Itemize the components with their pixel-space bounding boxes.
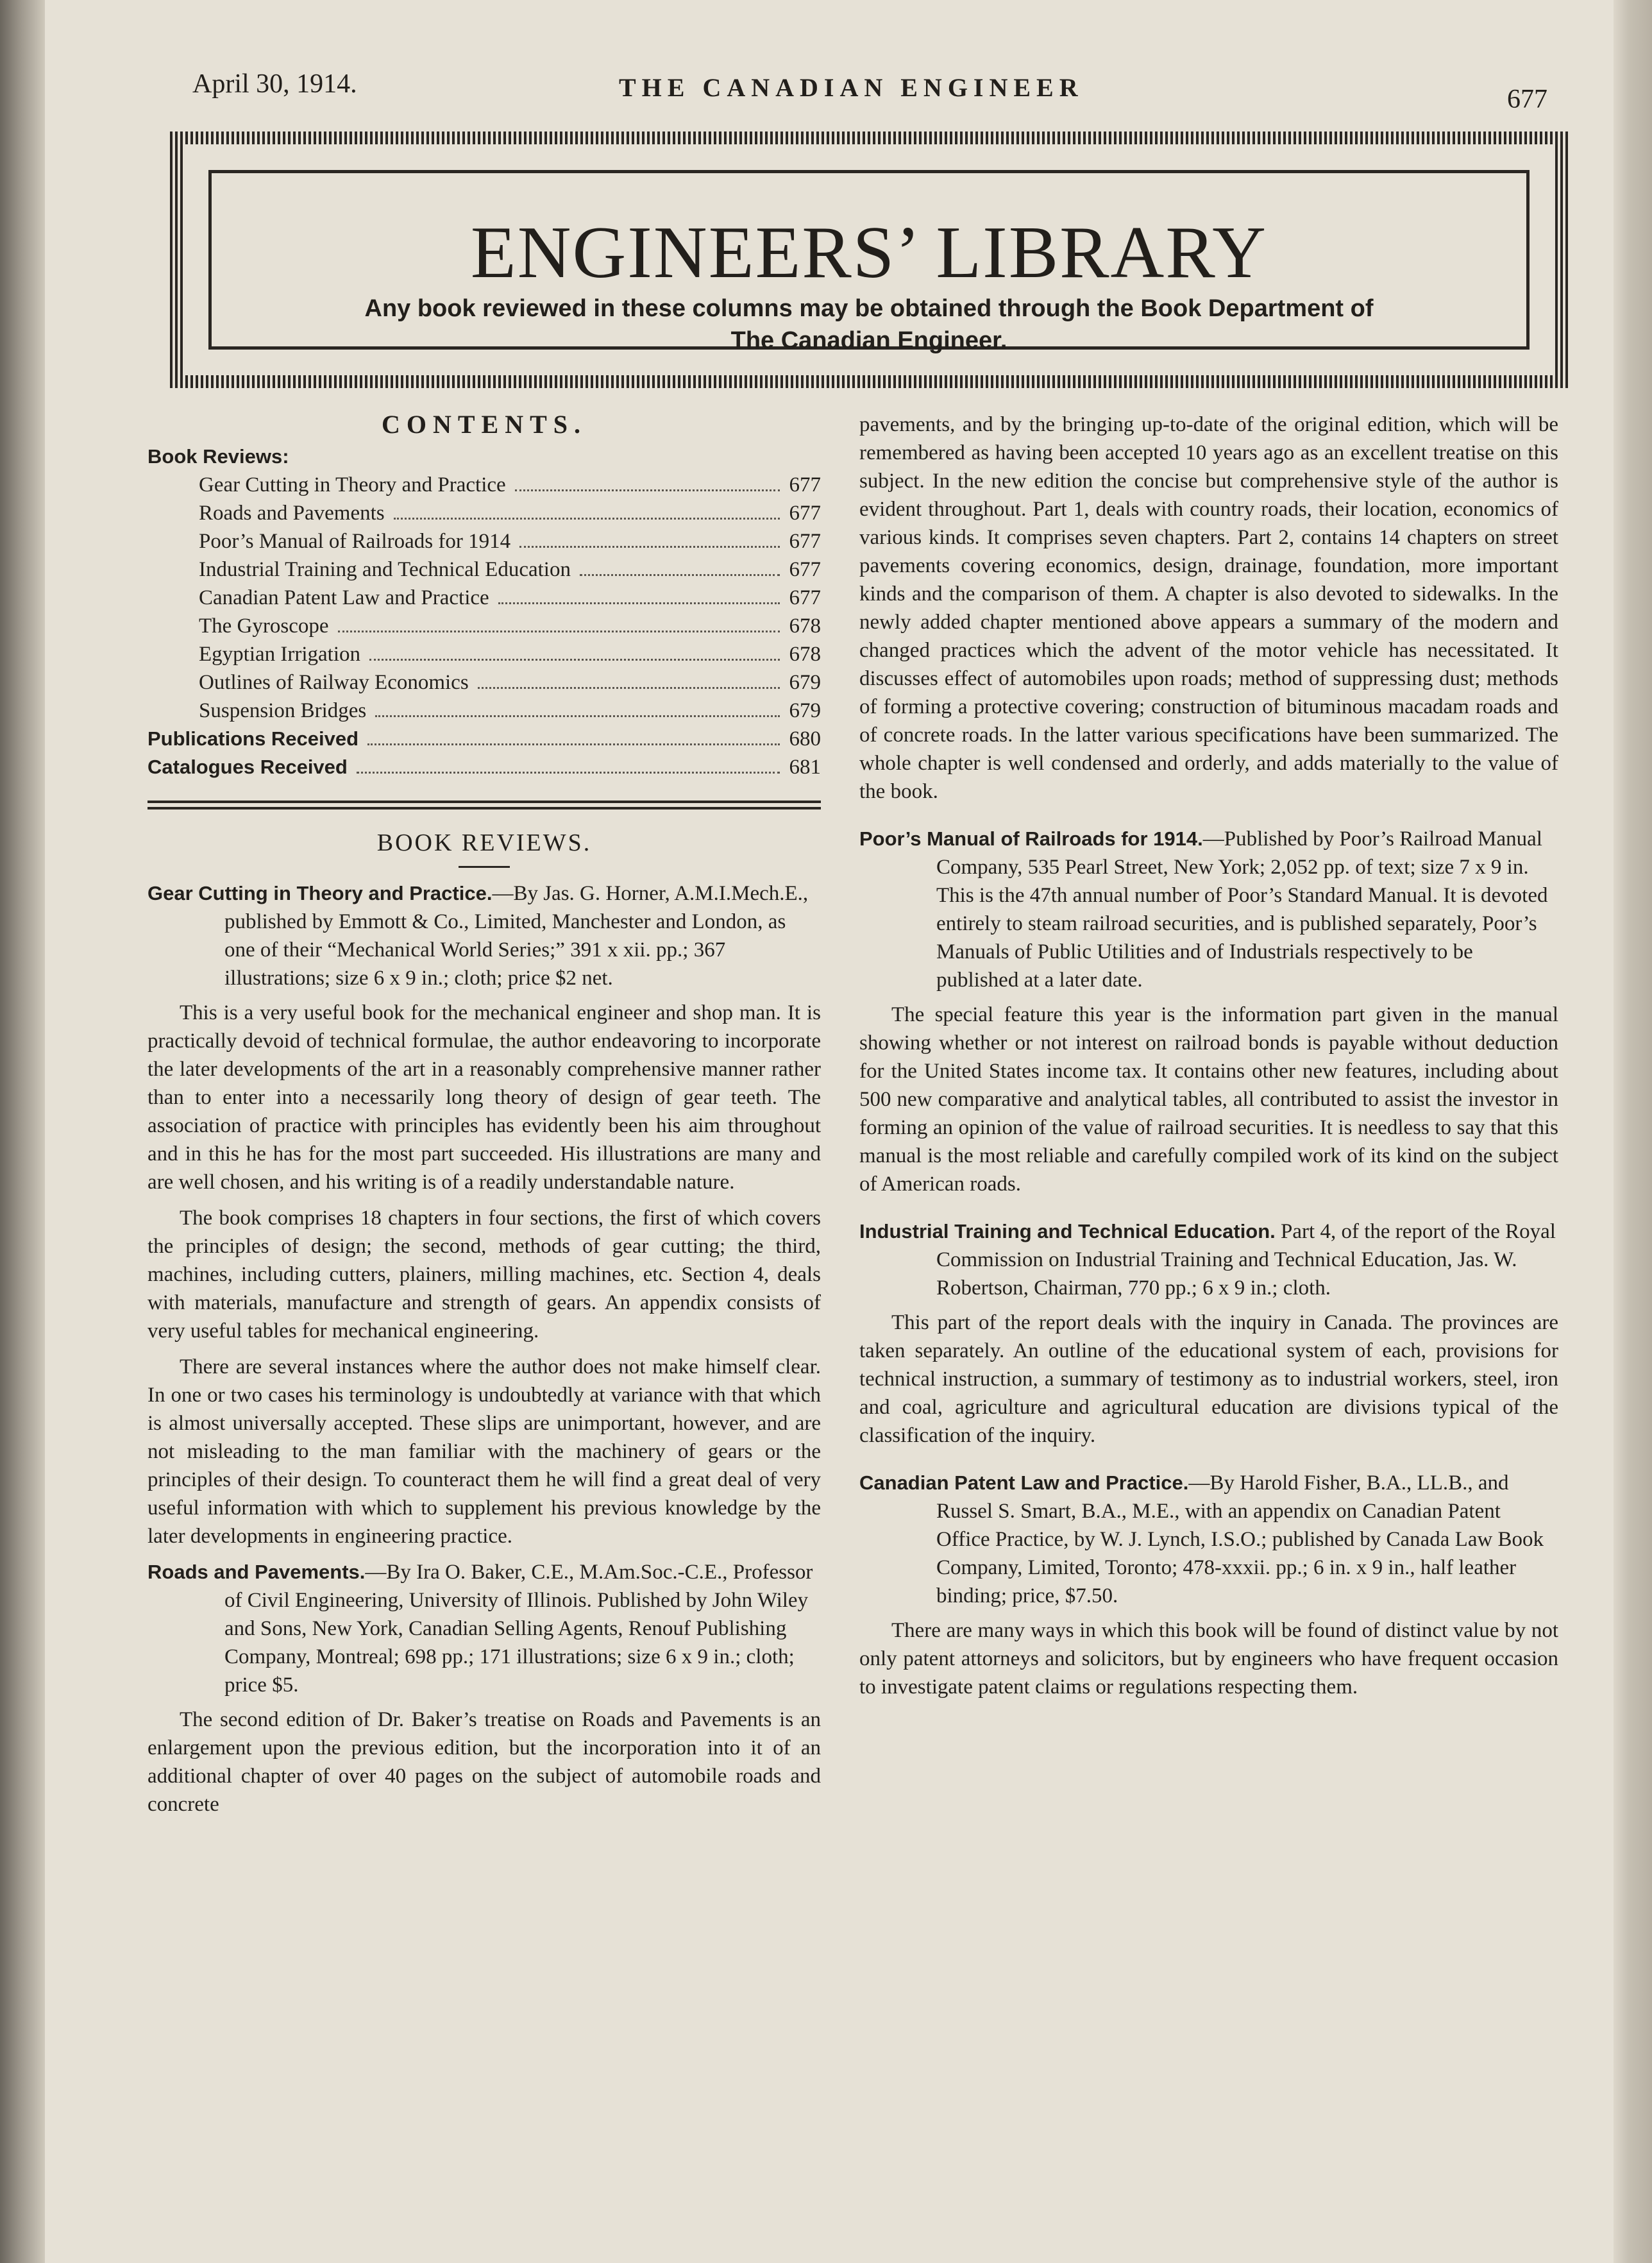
review-paragraph: The special feature this year is the information part given in the manual showing whether or not interest on railroad bonds is payable without deduction for the United States income tax. It contains other new features, including about 500 new comparative and analytical tables, all contributed to assist the investor in forming an opinion of the value of railroad securities. It is needless to say that this manual is the most reliable and carefully compiled work of its kind on the subject of American roads. bbox=[859, 1003, 1558, 1196]
toc-item-label: Outlines of Railway Economics bbox=[199, 671, 469, 694]
toc-item bbox=[148, 640, 821, 668]
toc-item bbox=[148, 697, 821, 725]
toc-item bbox=[148, 555, 821, 584]
toc-item bbox=[148, 527, 821, 555]
toc-extra-page: 681 bbox=[789, 756, 821, 779]
toc-item-page: 679 bbox=[789, 671, 821, 694]
banner-subtitle-line1: Any book reviewed in these columns may be obtained through the Book Department of bbox=[364, 295, 1374, 322]
toc-group-book-reviews: Book Reviews: bbox=[148, 445, 289, 468]
toc-list bbox=[148, 471, 821, 781]
toc-item-label: Suspension Bridges bbox=[199, 699, 367, 722]
toc-item-page: 678 bbox=[789, 614, 821, 638]
toc-item-label: Canadian Patent Law and Practice bbox=[199, 586, 489, 609]
toc-item-page: 677 bbox=[789, 530, 821, 553]
review-paragraph-continued: pavements, and by the bringing up-to-date of the original edition, which will be remembered as having been accepted 10 years ago as an excellent treatise on this subject. In the new edition the concise but comprehensive style of the author is evident throughout. Part 1, deals with country roads, their location, economics of various kinds. It comprises seven chapters. Part 2, contains 14 chapters on street pavements covering economics, design, drainage, foundation, more important kinds and the comparison of them. A chapter is also devoted to sidewalks. In the newly added chapter mentioned above appears a summary of the modern and changed practices which the advent of the motor vehicle has necessitated. It discusses effect of automobiles upon roads; method of suppressing dust; methods of forming a protective covering; construction of bituminous macadam roads and of concrete roads. In the latter various specifications have been summarized. The whole chapter is well condensed and orderly, and adds materially to the value of the book. bbox=[859, 413, 1558, 803]
review-header bbox=[859, 825, 1558, 994]
review-header bbox=[148, 1558, 821, 1699]
toc-item-label: Industrial Training and Technical Education bbox=[199, 558, 571, 581]
contents-title: CONTENTS. bbox=[381, 410, 587, 439]
toc-item bbox=[148, 612, 821, 640]
toc-extra-label: Publications Received bbox=[148, 727, 359, 750]
review-title: Roads and Pavements. bbox=[148, 1561, 366, 1583]
review-roads-pavements bbox=[148, 1558, 821, 1818]
double-rule-divider bbox=[148, 801, 821, 809]
toc-leader bbox=[367, 743, 780, 745]
banner-subtitle-line2: The Canadian Engineer. bbox=[730, 327, 1007, 354]
library-banner bbox=[170, 131, 1568, 388]
review-gear-cutting bbox=[148, 879, 821, 1550]
review-paragraph: The book comprises 18 chapters in four sections, the first of which covers the principles of design; the second, methods of gear cutting; the third, machines, including cutters, plainers, milling machines, etc. Section 4, deals with materials, manufacture and strength of gears. An appendix consists of very useful tables for mechanical engineering. bbox=[148, 1207, 821, 1343]
review-paragraph: The second edition of Dr. Baker’s treatise on Roads and Pavements is an enlargement upon the previous edition, but the incorporation into it of an additional chapter of over 40 pages on the subject of automobile roads and concrete bbox=[148, 1708, 821, 1816]
toc-leader bbox=[357, 772, 780, 774]
toc-extra-page: 680 bbox=[789, 727, 821, 750]
review-poors-manual bbox=[859, 825, 1558, 1198]
review-title: Gear Cutting in Theory and Practice. bbox=[148, 882, 493, 904]
binding-gutter bbox=[0, 0, 45, 2263]
toc-leader bbox=[375, 715, 780, 717]
toc-leader bbox=[369, 659, 780, 661]
review-bibliographic: —By Jas. G. Horner, A.M.I.Mech.E., published by Emmott & Co., Limited, Manchester and London, as one of their “Mechanical World Series;” 391 x xii. pp.; 367 illustrations; size 6 x 9 in.; cloth; price $2 net. bbox=[224, 882, 809, 990]
toc-leader bbox=[519, 546, 780, 548]
toc-item-page: 677 bbox=[789, 502, 821, 525]
toc-item-label: Roads and Pavements bbox=[199, 502, 385, 525]
running-head bbox=[192, 61, 1584, 112]
toc-item bbox=[148, 499, 821, 527]
toc-leader bbox=[338, 631, 780, 632]
toc-item-page: 677 bbox=[789, 586, 821, 609]
issue-date: April 30, 1914. bbox=[192, 69, 357, 99]
review-bibliographic: Part 4, of the report of the Royal Commission on Industrial Training and Technical Education, Jas. W. Robertson, Chairman, 770 pp.; 6 x 9 in.; cloth. bbox=[936, 1220, 1556, 1300]
journal-title: THE CANADIAN ENGINEER bbox=[619, 73, 1084, 102]
toc-leader bbox=[498, 602, 780, 604]
review-patent-law bbox=[859, 1469, 1558, 1701]
toc-extra bbox=[148, 725, 821, 753]
toc-extra-label: Catalogues Received bbox=[148, 756, 348, 778]
page-edge bbox=[1614, 0, 1652, 2263]
toc-item-page: 679 bbox=[789, 699, 821, 722]
review-title: Industrial Training and Technical Education. bbox=[859, 1220, 1276, 1242]
review-title: Poor’s Manual of Railroads for 1914. bbox=[859, 827, 1203, 850]
short-rule bbox=[459, 866, 510, 868]
toc-extra bbox=[148, 753, 821, 781]
review-paragraph: There are several instances where the author does not make himself clear. In one or two cases his terminology is undoubtedly at variance with that which is almost universally accepted. These slips are unimportant, however, and are not misleading to the man familiar with the machinery of gears or the principles of their design. To counteract them he will find a great deal of very useful information with which to supplement his previous knowledge by the later developments in engineering practice. bbox=[148, 1355, 821, 1548]
book-reviews-title: BOOK REVIEWS. bbox=[376, 829, 592, 856]
review-title: Canadian Patent Law and Practice. bbox=[859, 1471, 1189, 1494]
toc-item-label: Egyptian Irrigation bbox=[199, 643, 361, 666]
toc-item-label: Gear Cutting in Theory and Practice bbox=[199, 473, 506, 496]
review-industrial-training bbox=[859, 1217, 1558, 1450]
review-header bbox=[148, 879, 821, 992]
right-column bbox=[859, 411, 1558, 1709]
toc-item-page: 678 bbox=[789, 643, 821, 666]
review-bibliographic: —By Ira O. Baker, C.E., M.Am.Soc.-C.E., Professor of Civil Engineering, University of Illinois. Published by John Wiley and Sons, New York, Canadian Selling Agents, Renouf Publishing Company, Montreal; 698 pp.; 171 illustrations; size 6 x 9 in.; cloth; price $5. bbox=[224, 1561, 813, 1697]
banner-title: ENGINEERS’ LIBRARY bbox=[470, 212, 1268, 294]
toc-item-page: 677 bbox=[789, 558, 821, 581]
left-column bbox=[148, 411, 821, 1826]
review-bibliographic: —By Harold Fisher, B.A., LL.B., and Russel S. Smart, B.A., M.E., with an appendix on Canadian Patent Office Practice, by W. J. Lynch, I.S.O.; published by Canada Law Book Company, Limited, Toronto; 478-xxxii. pp.; 6 in. x 9 in., half leather binding; price, $7.50. bbox=[936, 1471, 1544, 1607]
page-number: 677 bbox=[1507, 85, 1547, 114]
review-header bbox=[859, 1217, 1558, 1302]
toc-item-page: 677 bbox=[789, 473, 821, 496]
review-paragraph: This is a very useful book for the mechanical engineer and shop man. It is practically devoid of technical formulae, the author endeavoring to incorporate the later developments of the art in a reasonably comprehensive manner rather than to enter into a necessarily long theory of design of gear teeth. The association of practice with principles has evidently been his aim throughout and in this he has for the most part succeeded. His illustrations are many and are well chosen, and his writing is of a readily understandable nature. bbox=[148, 1001, 821, 1194]
toc-leader bbox=[580, 574, 780, 576]
toc-item-label: Poor’s Manual of Railroads for 1914 bbox=[199, 530, 511, 553]
toc-item bbox=[148, 668, 821, 697]
review-paragraph: This part of the report deals with the inquiry in Canada. The provinces are taken separately. An outline of the educational system of each, provisions for technical instruction, a summary of testimony as to industrial workers, steel, iron and coal, agriculture and agricultural education are divisions typical of the classification of the inquiry. bbox=[859, 1311, 1558, 1447]
banner-frame bbox=[208, 170, 1530, 354]
banner-subtitle bbox=[212, 292, 1526, 357]
toc-leader bbox=[478, 687, 780, 689]
toc-item-label: The Gyroscope bbox=[199, 614, 329, 638]
toc-leader bbox=[394, 518, 780, 520]
review-header bbox=[859, 1469, 1558, 1610]
review-bibliographic: —Published by Poor’s Railroad Manual Company, 535 Pearl Street, New York; 2,052 pp. of text; size 7 x 9 in. This is the 47th annual number of Poor’s Standard Manual. It is devoted entirely to steam railroad securities, and is published separately, Poor’s Manuals of Public Utilities and of Industrials respectively to be published at a later date. bbox=[936, 827, 1548, 992]
toc-item bbox=[148, 471, 821, 499]
review-paragraph: There are many ways in which this book will be found of distinct value by not only patent attorneys and solicitors, but by engineers who have frequent occasion to investigate patent claims or regulations respecting them. bbox=[859, 1619, 1558, 1699]
toc-leader bbox=[515, 489, 780, 491]
toc-item bbox=[148, 584, 821, 612]
